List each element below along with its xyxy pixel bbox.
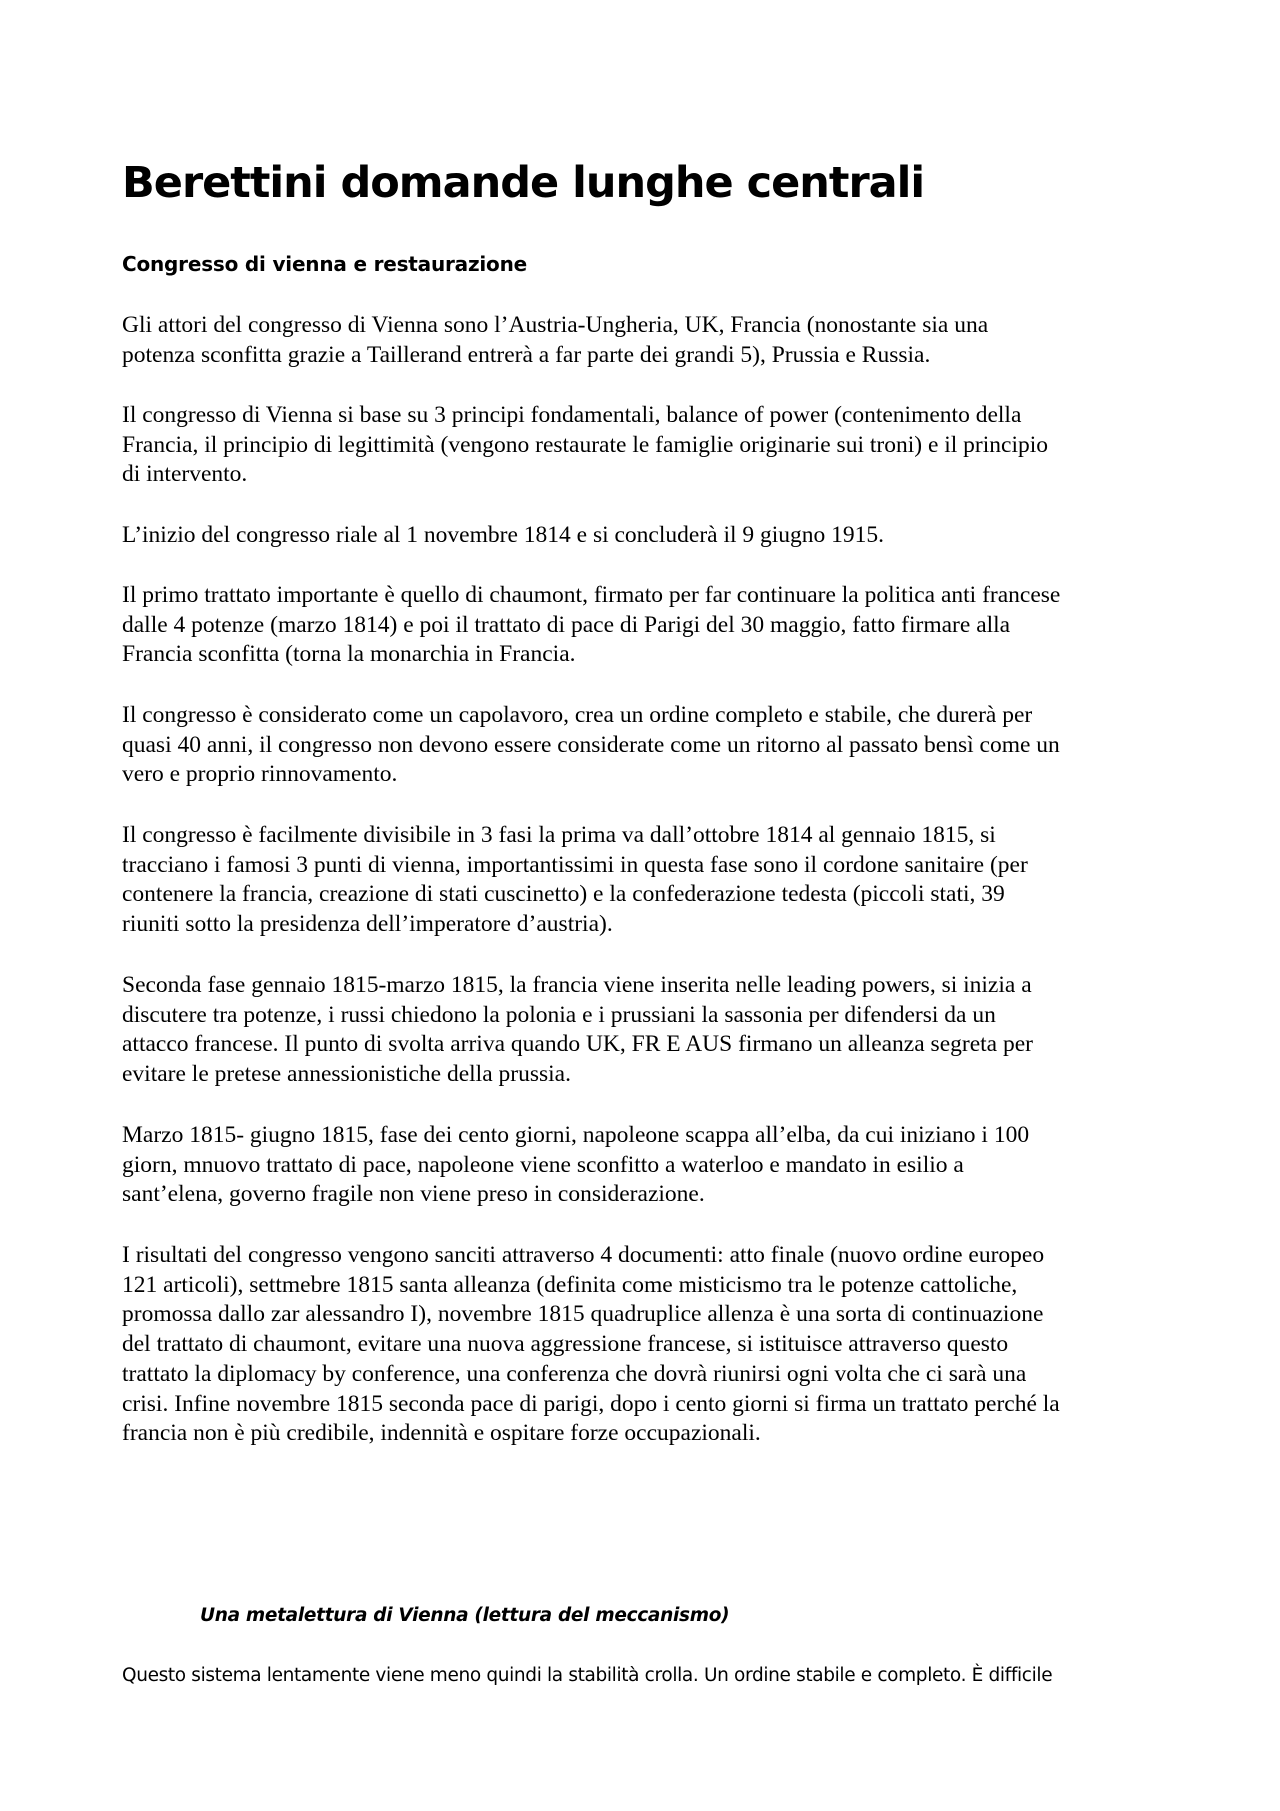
paragraph-chaumont — [122, 581, 1174, 670]
text-line: del trattato di chaumont, evitare una nuova aggressione francese, si istituisce attraverso questo — [122, 1331, 1009, 1358]
text-line: Il primo trattato importante è quello di chaumont, firmato per far continuare la politica anti francese — [122, 582, 1061, 608]
text-line: L’inizio del congresso riale al 1 novembre 1814 e si concluderà il 9 giugno 1915. — [122, 522, 885, 548]
text-line: giorn, mnuovo trattato di pace, napoleone viene sconfitto a waterloo e mandato in esilio a — [122, 1151, 964, 1178]
paragraph-seconda-fase — [122, 971, 1174, 1090]
text-line: Gli attori del congresso di Vienna sono l’Austria-Ungheria, UK, Francia (nonostante sia una — [122, 312, 989, 338]
paragraph-cento-giorni — [122, 1121, 1174, 1210]
text-line: riuniti sotto la presidenza dell’imperatore d’austria). — [122, 911, 613, 938]
text-line: contenere la francia, creazione di stati cuscinetto) e la confederazione tedesta (piccoli stati, 39 — [122, 881, 1005, 908]
paragraph-risultati — [122, 1241, 1174, 1449]
document-title: Berettini domande lunghe centrali — [122, 158, 925, 208]
text-line: Francia sconfitta (torna la monarchia in Francia. — [122, 641, 576, 668]
text-line: crisi. Infine novembre 1815 seconda pace di parigi, dopo i cento giorni si firma un trattato perché la — [122, 1390, 1060, 1417]
paragraph-prima-fase — [122, 821, 1174, 940]
text-line: dalle 4 potenze (marzo 1814) e poi il trattato di pace di Parigi del 30 maggio, fatto firmare alla — [122, 611, 1011, 638]
text-line: attacco francese. Il punto di svolta arriva quando UK, FR E AUS firmano un alleanza segreta per — [122, 1031, 1033, 1058]
paragraph-capolavoro — [122, 701, 1174, 790]
text-line: Il congresso di Vienna si base su 3 principi fondamentali, balance of power (contenimento della — [122, 402, 1022, 428]
paragraph-inizio — [122, 521, 1174, 551]
text-line: potenza sconfitta grazie a Taillerand entrerà a far parte dei grandi 5), Prussia e Russia. — [122, 341, 931, 368]
text-line: Seconda fase gennaio 1815-marzo 1815, la francia viene inserita nelle leading powers, si inizia a — [122, 972, 1032, 998]
text-line: francia non è più credibile, indennità e ospitare forze occupazionali. — [122, 1420, 761, 1447]
text-line: I risultati del congresso vengono sanciti attraverso 4 documenti: atto finale (nuovo ordine europeo — [122, 1242, 1045, 1268]
text-line: discutere tra potenze, i russi chiedono la polonia e i prussiani la sassonia per difendersi da un — [122, 1001, 996, 1028]
paragraph-attori — [122, 311, 1174, 370]
text-line: Francia, il principio di legittimità (vengono restaurate le famiglie originarie sui troni) e il principio — [122, 431, 1049, 458]
paragraph-principi — [122, 401, 1174, 490]
section-subtitle: Congresso di vienna e restaurazione — [122, 252, 527, 276]
text-line: 121 articoli), settmebre 1815 santa alleanza (definita come misticismo tra le potenze cattoliche, — [122, 1271, 1018, 1298]
text-line: sant’elena, governo fragile non viene preso in considerazione. — [122, 1181, 705, 1208]
text-line: Il congresso è considerato come un capolavoro, crea un ordine completo e stabile, che durerà per — [122, 702, 1033, 728]
text-line: quasi 40 anni, il congresso non devono essere considerate come un ritorno al passato bensì come un — [122, 731, 1060, 758]
paragraph-conclusione: Questo sistema lentamente viene meno quindi la stabilità crolla. Un ordine stabile e completo. È difficile — [122, 1665, 1053, 1686]
text-line: di intervento. — [122, 461, 248, 488]
text-line: tracciano i famosi 3 punti di vienna, importantissimi in questa fase sono il cordone sanitaire (per — [122, 851, 1028, 878]
text-line: promossa dallo zar alessandro I), novembre 1815 quadruplice allenza è una sorta di continuazione — [122, 1301, 1044, 1328]
text-line: evitare le pretese annessionistiche della prussia. — [122, 1061, 571, 1088]
section-heading-metalettura: Una metalettura di Vienna (lettura del meccanismo) — [200, 1605, 730, 1626]
text-line: trattato la diplomacy by conference, una conferenza che dovrà riunirsi ogni volta che ci sarà una — [122, 1360, 1027, 1387]
text-line: vero e proprio rinnovamento. — [122, 761, 398, 788]
text-line: Marzo 1815- giugno 1815, fase dei cento giorni, napoleone scappa all’elba, da cui iniziano i 100 — [122, 1122, 1030, 1148]
text-line: Il congresso è facilmente divisibile in 3 fasi la prima va dall’ottobre 1814 al gennaio 1815, si — [122, 822, 996, 848]
